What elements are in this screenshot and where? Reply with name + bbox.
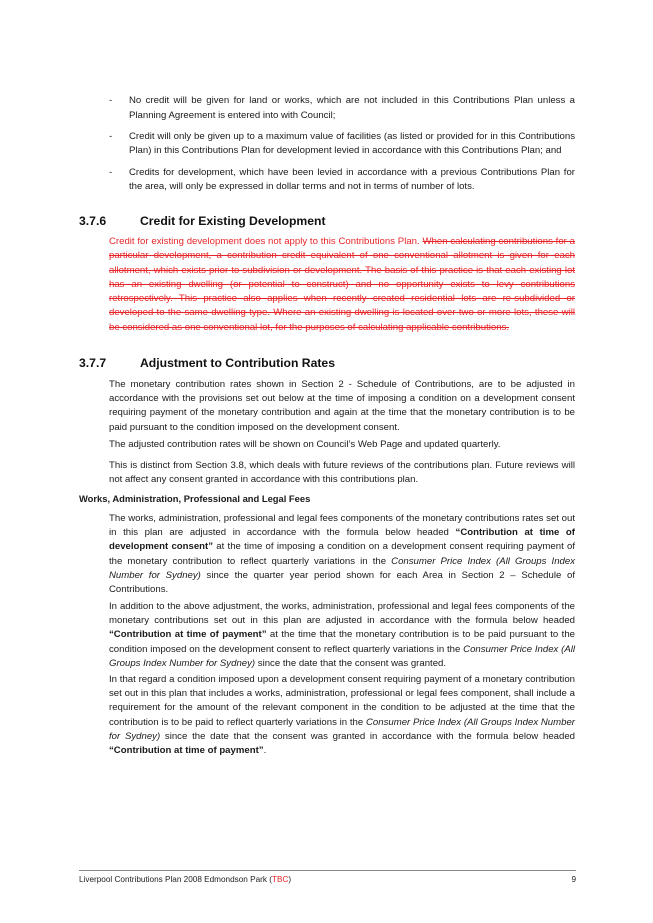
- list-item-text: No credit will be given for land or works, which are not included in this Contributions Plan unless a Planning Agreement is entered into with Council;: [129, 95, 575, 121]
- section-heading-3-7-6: [79, 214, 326, 228]
- list-item: [109, 94, 575, 123]
- subheading: Works, Administration, Professional and Legal Fees: [79, 493, 311, 504]
- italic-phrase: Consumer Price Index (All Groups Index Number for Sydney): [109, 716, 575, 742]
- credit-conditions-list: [109, 94, 575, 201]
- text-run: .: [263, 745, 267, 757]
- list-item-text: Credit will only be given up to a maximum value of facilities (as listed or provided for in this Contributions Plan) in this Contributions Plan for development levied in accordance with this Contributions Plan; and: [129, 130, 575, 157]
- text-run: since the date that the consent was granted.: [255, 657, 447, 669]
- text-run: since the date that the consent was granted in accordance with the formula below headed: [160, 730, 575, 742]
- body-paragraph: This is distinct from Section 3.8, which deals with future reviews of the contributions plan. Future reviews will not affect any consent granted in accordance with this contributions plan.: [109, 460, 575, 486]
- list-item: [109, 166, 575, 195]
- section-number: 3.7.6: [79, 214, 107, 228]
- page-number: 9: [571, 875, 576, 884]
- text-run: at the time of imposing a condition on a development consent requiring payment of the monetary contribution to reflect quarterly variations in the: [109, 541, 575, 567]
- body-paragraph: The monetary contribution rates shown in Section 2 - Schedule of Contributions, are to be adjusted in accordance with the provisions set out below at the time of imposing a condition on a development consent requiring payment of the monetary contribution and again at the time that the monetary contribution is to be paid pursuant to the condition imposed on the development consent.: [109, 379, 575, 433]
- section-number: 3.7.7: [79, 356, 107, 370]
- italic-phrase: Consumer Price Index (All Groups Index Number for Sydney): [109, 643, 575, 669]
- footer-divider: [79, 870, 576, 871]
- text-run: since the quarter year period shown for each Area in Section 2 – Schedule of Contributions.: [109, 569, 575, 596]
- bullet-dash: -: [109, 130, 113, 142]
- section-heading-3-7-7: [79, 356, 335, 370]
- body-paragraph: [109, 673, 575, 758]
- deleted-text: When calculating contributions for a particular development, a contribution credit equivalent of one conventional allotment is given for each allotment, which exists prior to subdivision or development. The basis of this practice is that each existing lot has an existing dwelling (or potential to construct) and no opportunity exists to levy contributions retrospectively. This practice also applies when recently created residential lots are re-subdivided or developed to the same dwelling type. Where an existing dwelling is located over two or more lots, these will be considered as one conventional lot, for the purposes of calculating applicable contributions.: [109, 236, 576, 333]
- text-run: The works, administration, professional and legal fees components of the monetary contributions rates set out in this plan are adjusted in accordance with the formula below headed: [109, 513, 575, 539]
- tracked-change-paragraph: [109, 235, 575, 335]
- text-run: In addition to the above adjustment, the works, administration, professional and legal fees components of the monetary contributions set out in this plan are adjusted in accordance with the formula below headed: [109, 601, 575, 627]
- italic-phrase: Consumer Price Index (All Groups Index Number for Sydney): [109, 555, 576, 581]
- bold-phrase: “Contribution at time of payment”: [109, 745, 264, 757]
- body-paragraph: [109, 600, 575, 671]
- section-title: Adjustment to Contribution Rates: [140, 356, 335, 370]
- list-item-text: Credits for development, which have been levied in accordance with a previous Contributions Plan for the area, will only be expressed in dollar terms and not in terms of number of lots.: [129, 166, 575, 193]
- inserted-text: Credit for existing development does not apply to this Contributions Plan.: [109, 236, 420, 247]
- bullet-dash: -: [109, 166, 113, 178]
- text-run: In that regard a condition imposed upon a development consent requiring payment of a monetary contribution set out in this plan that includes a works, administration, professional or legal fees component, shall include a requirement for the amount of the relevant component in the condition to be adjusted at the time that the contribution is to be paid to reflect quarterly variations in the: [109, 674, 575, 728]
- footer-text: ): [288, 875, 292, 884]
- text-run: at the time that the monetary contribution is to be paid pursuant to the condition imposed on the development consent to reflect quarterly variations in the: [109, 629, 575, 655]
- bold-phrase: “Contribution at time of payment”: [109, 629, 267, 641]
- footer-text: Liverpool Contributions Plan 2008 Edmondson Park (: [79, 875, 272, 884]
- list-item: [109, 130, 575, 159]
- footer-tbc: TBC: [271, 875, 289, 884]
- footer-title: [79, 875, 291, 884]
- bullet-dash: -: [109, 95, 113, 106]
- bold-phrase: “Contribution at time of development consent”: [109, 527, 575, 553]
- body-paragraph: [109, 512, 575, 597]
- body-paragraph: The adjusted contribution rates will be shown on Council’s Web Page and updated quarterly.: [109, 439, 501, 450]
- section-title: Credit for Existing Development: [140, 214, 326, 228]
